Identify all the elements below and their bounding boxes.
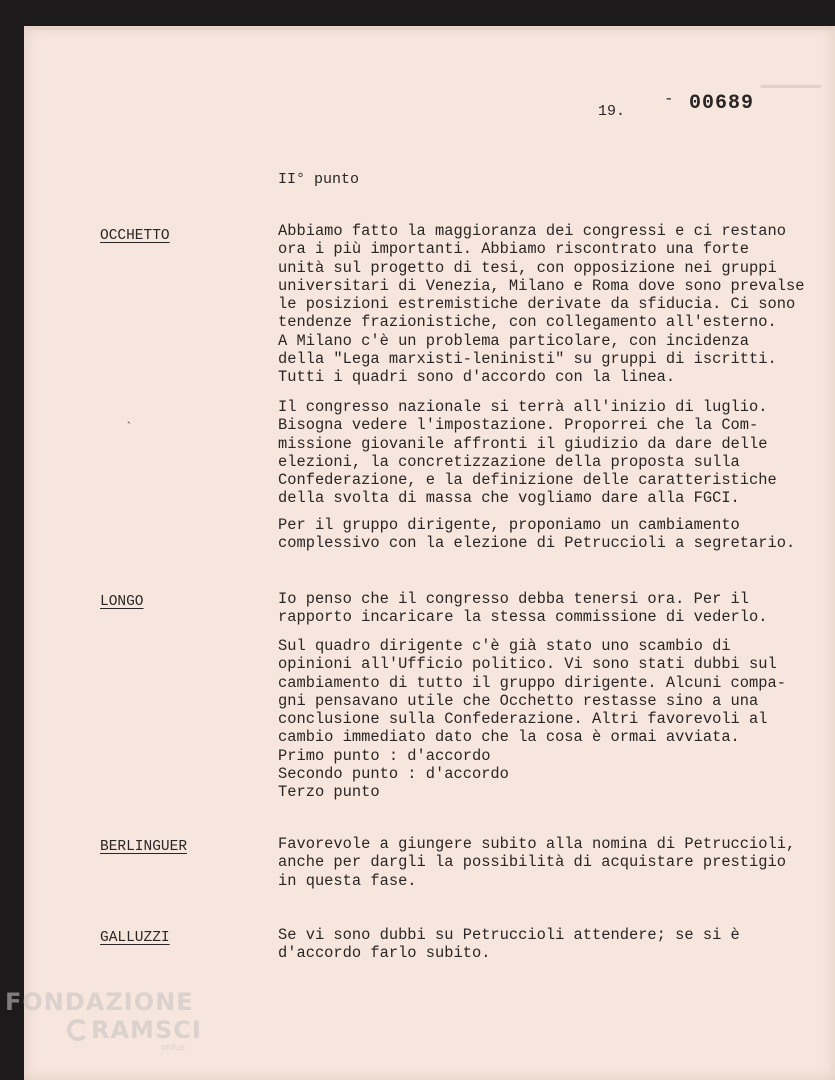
watermark-line-1: FONDAZIONE [5,988,194,1016]
document-page [24,26,835,1080]
header-dash: - [664,90,674,108]
page-top-edge [24,26,835,30]
speaker-occhetto: OCCHETTO [100,228,170,244]
watermark-line-3: onlus [161,1043,186,1053]
longo-paragraph-2: Sul quadro dirigente c'è già stato uno scambio di opinioni all'Ufficio politico. Vi sono stati dubbi sul cambiamento di tutto il gruppo dirigente. Alcuni compa- gni pensavano utile che Occhetto restasse sino a una conclusione sulla Confederazione. Altri favorevoli al cambio immediato dato che la cosa è ormai avviata. Primo punto : d'accordo Secondo punto : d'accordo Terzo punto [278,637,786,802]
berlinguer-paragraph-1: Favorevole a giungere subito alla nomina di Petruccioli, anche per dargli la possibilità di acquistare prestigio in questa fase. [278,835,796,890]
longo-paragraph-1: Io penso che il congresso debba tenersi ora. Per il rapporto incaricare la stessa commissione di vederlo. [278,590,768,627]
section-heading: II° punto [278,171,360,188]
galluzzi-paragraph-1: Se vi sono dubbi su Petruccioli attendere; se si è d'accordo farlo subito. [278,926,740,963]
occhetto-paragraph-2: Il congresso nazionale si terrà all'inizio di luglio. Bisogna vedere l'impostazione. Proporrei che la Com- missione giovanile affronti il giudizio da dare delle elezioni, la concretizzazione della proposta sulla Confederazione, e la definizione delle caratteristiche della svolta di massa che vogliamo dare alla FGCI. [278,398,777,508]
watermark-line-2-text: RAMSCI [91,1016,202,1044]
page-number: 19. [598,103,626,120]
margin-tick-mark: ` [125,420,133,435]
occhetto-paragraph-3: Per il gruppo dirigente, proponiamo un cambiamento complessivo con la elezione di Petruccioli a segretario. [278,516,796,553]
speaker-berlinguer: BERLINGUER [100,839,188,855]
speaker-longo: LONGO [100,594,144,610]
document-stamp-number: 00689 [689,92,755,115]
speaker-galluzzi: GALLUZZI [100,930,170,946]
occhetto-paragraph-1: Abbiamo fatto la maggioranza dei congressi e ci restano ora i più importanti. Abbiamo riscontrato una forte unità sul progetto di tesi, con opposizione nei gruppi universitari di Venezia, Milano e Roma dove sono prevalse le posizioni estremistiche derivate da sfiducia. Ci sono tendenze frazionistiche, con collegamento all'esterno. A Milano c'è un problema particolare, con incidenza della "Lega marxisti-leninisti" su gruppi di iscritti. Tutti i quadri sono d'accordo con la linea. [278,222,805,387]
show-through-number: ▁▁▁▁▁ [760,67,821,90]
